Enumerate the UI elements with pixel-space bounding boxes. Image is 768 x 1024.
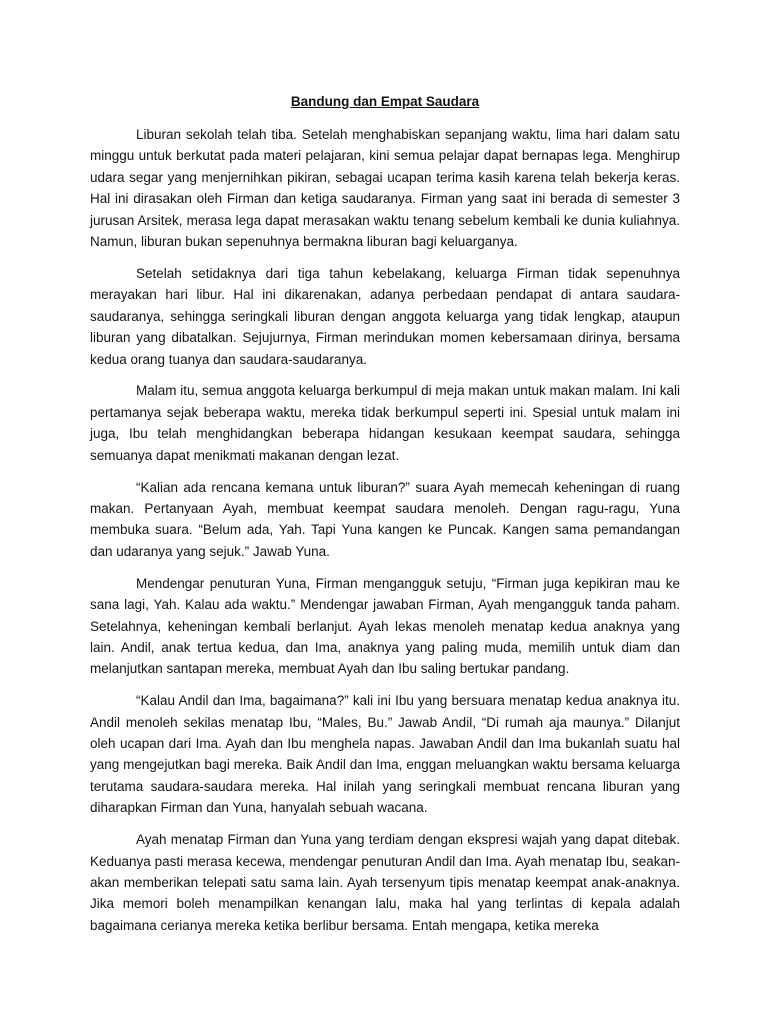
paragraph-4: “Kalian ada rencana kemana untuk liburan?” suara Ayah memecah keheningan di ruang makan. Pertanyaan Ayah, membuat keempat saudara menoleh. Dengan ragu-ragu, Yuna membuka suara. “Belum ada, Yah. Tapi Yuna kangen ke Puncak. Kangen sama pemandangan dan udaranya yang sejuk.” Jawab Yuna. [90, 479, 680, 559]
paragraph-6: “Kalau Andil dan Ima, bagaimana?” kali ini Ibu yang bersuara menatap kedua anaknya itu. Andil menoleh sekilas menatap Ibu, “Males, Bu.” Jawab Andil, “Di rumah aja maunya.” Dilanjut oleh ucapan dari Ima. Ayah dan Ibu menghela napas. Jawaban Andil dan Ima bukanlah suatu hal yang mengejutkan bagi mereka. Baik Andil dan Ima, enggan meluangkan waktu bersama keluarga terutama saudara-saudara mereka. Hal inilah yang seringkali membuat rencana liburan yang diharapkan Firman dan Yuna, hanyalah sebuah wacana. [90, 693, 680, 816]
document-title: Bandung dan Empat Saudara [290, 94, 480, 109]
paragraph-5: Mendengar penuturan Yuna, Firman mengangguk setuju, “Firman juga kepikiran mau ke sana lagi, Yah. Kalau ada waktu.” Mendengar jawaban Firman, Ayah mengangguk tanda paham. Setelahnya, keheningan kembali berlanjut. Ayah lekas menoleh menatap kedua anaknya yang lain. Andil, anak tertua kedua, dan Ima, anaknya yang paling muda, memilih untuk diam dan melanjutkan santapan mereka, membuat Ayah dan Ibu saling bertukar pandang. [90, 575, 680, 677]
paragraph-2: Setelah setidaknya dari tiga tahun kebelakang, keluarga Firman tidak sepenuhnya merayakan hari libur. Hal ini dikarenakan, adanya perbedaan pendapat di antara saudara-saudaranya, sehingga seringkali liburan dengan anggota keluarga yang tidak lengkap, ataupun liburan yang dibatalkan. Sejujurnya, Firman merindukan momen kebersamaan dirinya, bersama kedua orang tuanya dan saudara-saudaranya. [90, 265, 680, 367]
paragraph-1: Liburan sekolah telah tiba. Setelah menghabiskan sepanjang waktu, lima hari dalam satu minggu untuk berkutat pada materi pelajaran, kini semua pelajar dapat bernapas lega. Menghirup udara segar yang menjernihkan pikiran, sebagai ucapan terima kasih karena telah bekerja keras. Hal ini dirasakan oleh Firman dan ketiga saudaranya. Firman yang saat ini berada di semester 3 jurusan Arsitek, merasa lega dapat merasakan waktu tenang sebelum kembali ke dunia kuliahnya. Namun, liburan bukan sepenuhnya bermakna liburan bagi keluarganya. [90, 127, 680, 250]
paragraph-7: Ayah menatap Firman dan Yuna yang terdiam dengan ekspresi wajah yang dapat ditebak. Keduanya pasti merasa kecewa, mendengar penuturan Andil dan Ima. Ayah menatap Ibu, seakan-akan memberikan telepati satu sama lain. Ayah tersenyum tipis menatap keempat anak-anaknya. Jika memori boleh menampilkan kenangan lalu, maka hal yang terlintas di kepala adalah bagaimana cerianya mereka ketika berlibur bersama. Entah mengapa, ketika mereka [90, 832, 680, 933]
paragraph-3: Malam itu, semua anggota keluarga berkumpul di meja makan untuk makan malam. Ini kali pertamanya sejak beberapa waktu, mereka tidak berkumpul seperti ini. Spesial untuk malam ini juga, Ibu telah menghidangkan beberapa hidangan kesukaan keempat saudara, sehingga semuanya dapat menikmati makanan dengan lezat. [90, 383, 681, 463]
